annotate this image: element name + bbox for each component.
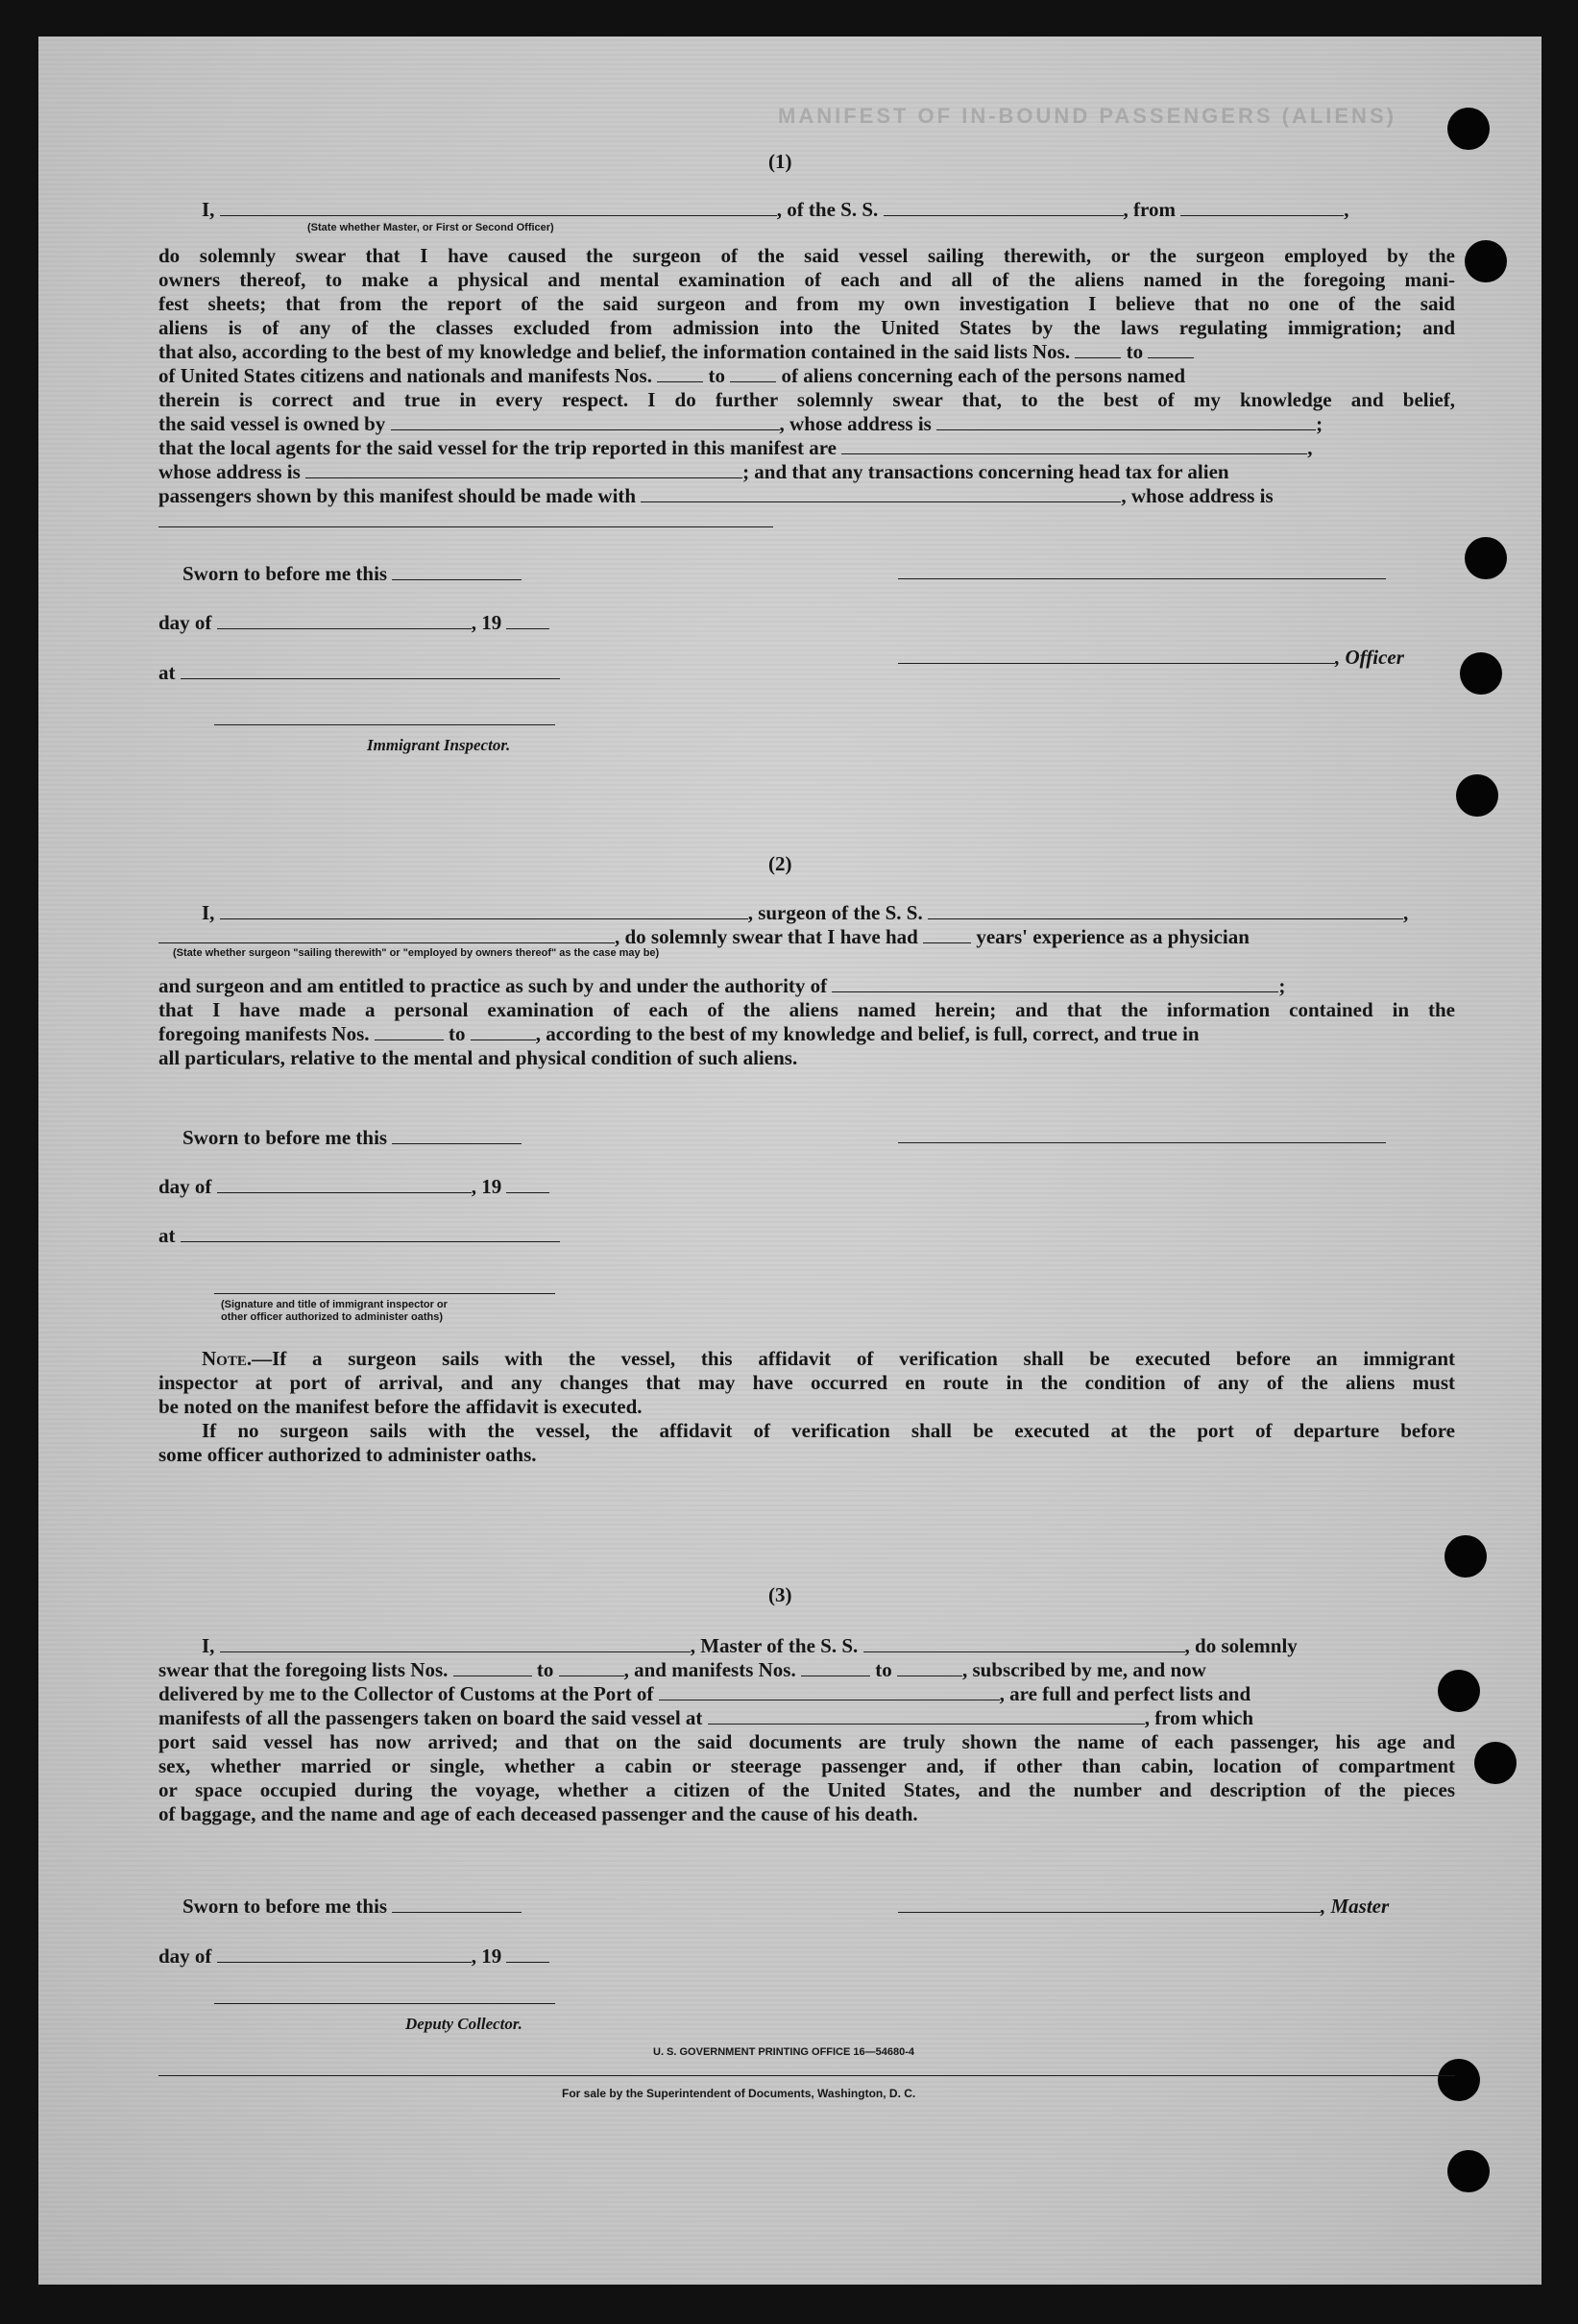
s2-caption: (State whether surgeon "sailing therewith" or "employed by owners thereof" as the case may be)	[173, 947, 660, 959]
punch-hole	[1460, 652, 1502, 695]
section-2-number: (2)	[768, 852, 792, 875]
at-place-field[interactable]	[181, 663, 560, 679]
s3-manifests-to-field[interactable]	[897, 1660, 962, 1676]
s2-dayof: day of , 19	[158, 1175, 549, 1198]
sworn-date-field[interactable]	[392, 564, 522, 580]
s3-line-4: manifests of all the passengers taken on board the said vessel at , from which	[158, 1706, 1254, 1729]
inspector-signature-line[interactable]	[214, 724, 555, 725]
local-agents-field[interactable]	[841, 438, 1307, 454]
surgeon-name-field[interactable]	[220, 903, 748, 919]
s3-para-line: port said vessel has now arrived; and that on the said documents are truly shown the name of each passenger, his age and	[158, 1730, 1455, 1753]
embarkation-port-field[interactable]	[708, 1708, 1145, 1725]
s3-para-line: of baggage, and the name and age of each deceased passenger and the cause of his death.	[158, 1802, 918, 1825]
sale-notice: For sale by the Superintendent of Documents, Washington, D. C.	[562, 2087, 916, 2100]
lists-from-field[interactable]	[1075, 342, 1121, 358]
head-tax-address-line[interactable]	[158, 526, 773, 527]
s1-para-line: whose address is ; and that any transactions concerning head tax for alien	[158, 460, 1229, 483]
punch-hole	[1438, 1670, 1480, 1712]
year-field[interactable]	[506, 613, 549, 629]
surgeon-signature-line[interactable]	[898, 1142, 1386, 1143]
s2-para-line: and surgeon and am entitled to practice as such by and under the authority of ;	[158, 974, 1286, 997]
s2-sig-caption: other officer authorized to administer oaths)	[221, 1311, 444, 1323]
s3-master-line: , Master	[898, 1895, 1389, 1918]
s2-para-line: all particulars, relative to the mental and physical condition of such aliens.	[158, 1046, 798, 1069]
s2-day-of-month-field[interactable]	[217, 1177, 472, 1193]
s2-line-1: I, , surgeon of the S. S. ,	[202, 901, 1409, 924]
officer-title-field[interactable]	[898, 648, 1335, 664]
agents-address-field[interactable]	[305, 462, 742, 478]
note-line: be noted on the manifest before the affidavit is executed.	[158, 1395, 643, 1418]
s3-line-1: I, , Master of the S. S. , do solemnly	[202, 1634, 1298, 1657]
s3-lists-from-field[interactable]	[453, 1660, 532, 1676]
punch-hole	[1456, 774, 1498, 817]
s1-para-line: that also, according to the best of my knowledge and belief, the information contained in the said lists Nos. to	[158, 340, 1194, 363]
s1-caption: (State whether Master, or First or Second Officer)	[307, 222, 554, 233]
s3-dayof: day of , 19	[158, 1945, 549, 1968]
s3-para-line: sex, whether married or single, whether a cabin or steerage passenger and, if other than cabin, location of compartment	[158, 1754, 1455, 1777]
s3-day-of-month-field[interactable]	[217, 1946, 472, 1963]
footer-rule	[158, 2075, 1455, 2076]
s1-para-line: aliens is of any of the classes excluded from admission into the United States by the laws regulating immigration; and	[158, 316, 1455, 339]
section-1-number: (1)	[768, 150, 792, 173]
surgeon-status-field[interactable]	[158, 927, 615, 943]
s2-at: at	[158, 1224, 560, 1247]
owner-field[interactable]	[391, 414, 780, 430]
s1-para-line: passengers shown by this manifest should be made with , whose address is	[158, 484, 1274, 507]
note-line: some officer authorized to administer oaths.	[158, 1443, 537, 1466]
note-line: inspector at port of arrival, and any changes that may have occurred en route in the condition of any of the aliens must	[158, 1371, 1455, 1394]
lists-to-field[interactable]	[1148, 342, 1194, 358]
s2-vessel-field[interactable]	[928, 903, 1403, 919]
manifests-from-field[interactable]	[657, 366, 703, 382]
officer-signature-line[interactable]	[898, 578, 1386, 579]
s2-manifests-from-field[interactable]	[375, 1024, 444, 1040]
s3-para-line: or space occupied during the voyage, whether a citizen of the United States, and the number and description of the pieces	[158, 1778, 1455, 1801]
s3-line-2: swear that the foregoing lists Nos. to , and manifests Nos. to , subscribed by me, and now	[158, 1658, 1206, 1681]
master-signature-field[interactable]	[898, 1896, 1321, 1913]
s1-para-line: that the local agents for the said vessel for the trip reported in this manifest are ,	[158, 436, 1313, 459]
vessel-name-field[interactable]	[884, 200, 1124, 216]
s1-line-1: I, , of the S. S. , from ,	[202, 198, 1349, 221]
deputy-signature-line[interactable]	[214, 2003, 555, 2004]
authority-field[interactable]	[832, 976, 1278, 992]
s2-para-line: that I have made a personal examination of each of the aliens named herein; and that the information contained in the	[158, 998, 1455, 1021]
note-line: Note.—If a surgeon sails with the vessel, this affidavit of verification shall be executed before an immigrant	[202, 1347, 1455, 1370]
s1-para-line: do solemnly swear that I have caused the surgeon of the said vessel sailing therewith, or the surgeon employed by the	[158, 244, 1455, 267]
s1-officer-line: , Officer	[898, 646, 1404, 669]
punch-hole	[1474, 1742, 1517, 1784]
punch-hole	[1465, 240, 1507, 282]
s1-para-line: fest sheets; that from the report of the said surgeon and from my own investigation I believe that no one of the said	[158, 292, 1455, 315]
note-line: If no surgeon sails with the vessel, the affidavit of verification shall be executed at the port of departure before	[202, 1419, 1455, 1442]
punch-hole	[1447, 2150, 1490, 2192]
bleed-through-header: MANIFEST OF IN-BOUND PASSENGERS (ALIENS)	[778, 104, 1396, 128]
port-of-field[interactable]	[659, 1684, 1000, 1700]
s3-vessel-field[interactable]	[863, 1636, 1185, 1652]
punch-hole	[1444, 1535, 1487, 1578]
s1-para-line: owners thereof, to make a physical and mental examination of each and all of the aliens named in the foregoing mani-	[158, 268, 1455, 291]
s1-para-line: of United States citizens and nationals and manifests Nos. to of aliens concerning each of the persons named	[158, 364, 1186, 387]
immigrant-inspector-label: Immigrant Inspector.	[367, 736, 511, 754]
s1-at: at	[158, 661, 560, 684]
s1-para-line: the said vessel is owned by , whose address is ;	[158, 412, 1323, 435]
s1-sworn: Sworn to before me this	[182, 562, 522, 585]
s3-line-3: delivered by me to the Collector of Customs at the Port of , are full and perfect lists and	[158, 1682, 1251, 1705]
section-3-number: (3)	[768, 1583, 792, 1606]
form-page	[38, 37, 1542, 2285]
s2-manifests-to-field[interactable]	[471, 1024, 536, 1040]
s3-sworn-date-field[interactable]	[392, 1896, 522, 1913]
s3-sworn: Sworn to before me this	[182, 1895, 522, 1918]
punch-hole	[1465, 537, 1507, 579]
s2-sig-caption: (Signature and title of immigrant inspector or	[221, 1299, 448, 1310]
punch-hole	[1447, 108, 1490, 150]
head-tax-agent-field[interactable]	[641, 486, 1121, 502]
s3-manifests-from-field[interactable]	[801, 1660, 870, 1676]
years-experience-field[interactable]	[923, 927, 971, 943]
master-name-field[interactable]	[220, 1636, 691, 1652]
punch-hole	[1438, 2059, 1480, 2101]
s2-inspector-signature-line[interactable]	[214, 1293, 555, 1294]
gpo-imprint: U. S. GOVERNMENT PRINTING OFFICE 16—54680-4	[653, 2046, 915, 2058]
s2-sworn-date-field[interactable]	[392, 1128, 522, 1144]
owner-address-field[interactable]	[936, 414, 1316, 430]
s3-lists-to-field[interactable]	[559, 1660, 624, 1676]
s1-para-line: therein is correct and true in every respect. I do further solemnly swear that, to the best of my knowledge and belief,	[158, 388, 1455, 411]
s3-year-field[interactable]	[506, 1946, 549, 1963]
s2-sworn: Sworn to before me this	[182, 1126, 522, 1149]
s2-line-2: , do solemnly swear that I have had years' experience as a physician	[158, 925, 1250, 948]
s2-year-field[interactable]	[506, 1177, 549, 1193]
day-of-month-field[interactable]	[217, 613, 472, 629]
deputy-collector-label: Deputy Collector.	[405, 2015, 522, 2033]
s2-at-place-field[interactable]	[181, 1226, 560, 1242]
s1-dayof: day of , 19	[158, 611, 549, 634]
from-port-field[interactable]	[1180, 200, 1344, 216]
s2-para-line: foregoing manifests Nos. to , according to the best of my knowledge and belief, is full, correct, and true in	[158, 1022, 1200, 1045]
manifests-to-field[interactable]	[730, 366, 776, 382]
officer-name-field[interactable]	[220, 200, 777, 216]
